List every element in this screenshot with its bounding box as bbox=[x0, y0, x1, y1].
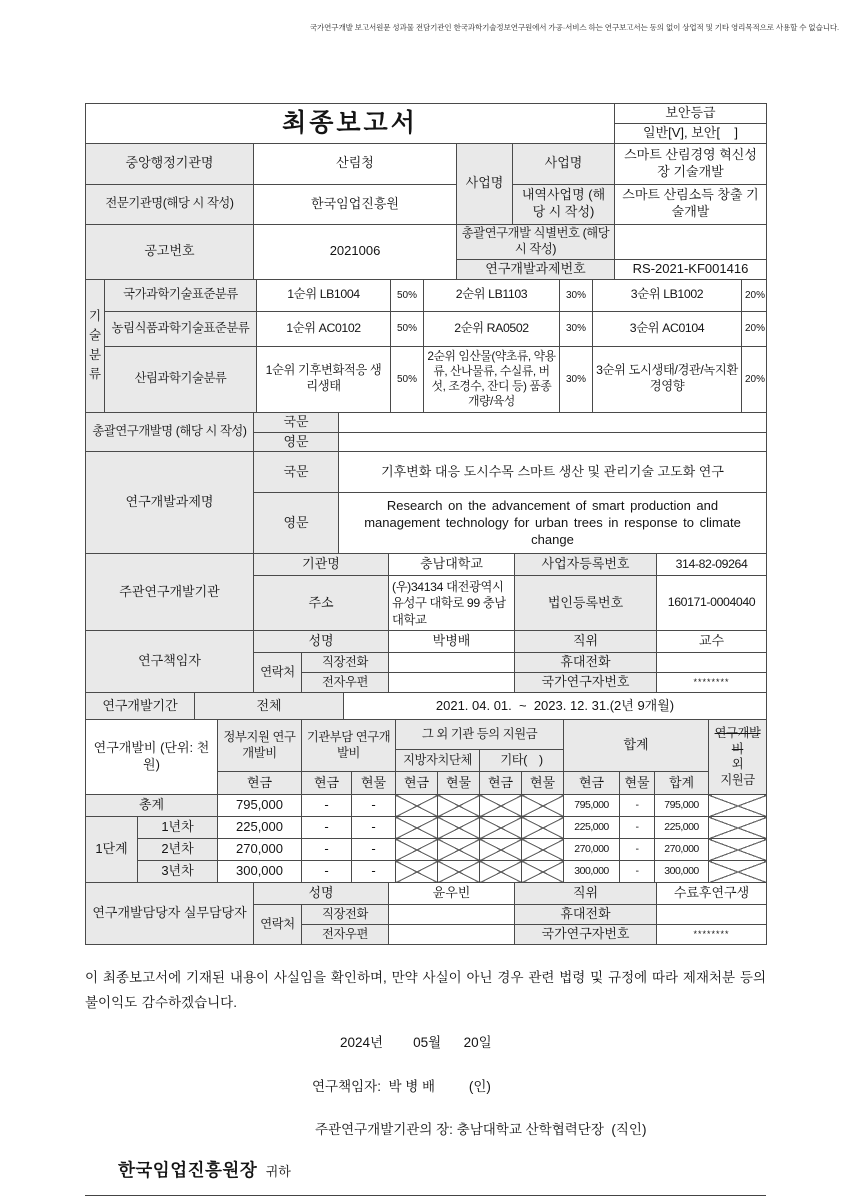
total-sum-inkind: - bbox=[620, 795, 655, 817]
budget-outside-line1: 연구개발비 bbox=[714, 726, 761, 756]
agrifood-rank2: 2순위 RA0502 bbox=[424, 311, 560, 346]
crossed-cell bbox=[480, 795, 522, 817]
task-number-label: 연구개발과제번호 bbox=[457, 259, 615, 279]
pi-signature-line: 연구책임자: 박 병 배 (인) bbox=[312, 1078, 491, 1094]
forest-science-label: 산림과학기술분류 bbox=[105, 346, 257, 412]
year2-org-cash: - bbox=[302, 839, 352, 861]
year2-sum-cash: 270,000 bbox=[564, 839, 620, 861]
year3-sum-inkind: - bbox=[620, 861, 655, 883]
recipient-honorific: 귀하 bbox=[265, 1163, 291, 1179]
crossed-cell bbox=[522, 861, 564, 883]
agrifood-rank2-pct: 30% bbox=[560, 311, 593, 346]
pi-mobile-value bbox=[657, 653, 767, 673]
task-title-label: 연구개발과제명 bbox=[86, 452, 254, 554]
crossed-cell bbox=[396, 817, 438, 839]
year2-gov-cash: 270,000 bbox=[218, 839, 302, 861]
local-cash-header: 현금 bbox=[396, 772, 438, 795]
recipient-line bbox=[118, 1157, 766, 1182]
crossed-cell bbox=[438, 839, 480, 861]
security-level-value: 일반[V], 보안[ ] bbox=[615, 123, 767, 143]
pi-office-label: 직장전화 bbox=[302, 653, 389, 673]
pi-researcher-no-label: 국가연구자번호 bbox=[515, 673, 657, 693]
total-gov-cash: 795,000 bbox=[218, 795, 302, 817]
year1-sum-cash: 225,000 bbox=[564, 817, 620, 839]
agency-table bbox=[85, 143, 767, 280]
lead-org-table bbox=[85, 553, 767, 693]
central-agency-label: 중앙행정기관명 bbox=[86, 143, 254, 184]
org-inkind-header: 현물 bbox=[352, 772, 396, 795]
staff-label: 연구개발담당자 실무담당자 bbox=[86, 883, 254, 945]
crossed-cell bbox=[480, 817, 522, 839]
staff-office-value bbox=[389, 905, 515, 925]
national-rank2-pct: 30% bbox=[560, 279, 593, 311]
pi-label: 연구책임자 bbox=[86, 631, 254, 693]
budget-outside-line2: 외 bbox=[731, 757, 744, 772]
forest-rank1-pct: 50% bbox=[391, 346, 424, 412]
overall-kor-label: 국문 bbox=[254, 412, 339, 432]
copyright-disclaimer: 국가연구개발 보고서원문 성과물 전담기관인 한국과학기술정보연구원에서 가공·서비스 하는 연구보고서는 동의 없이 상업적 및 기타 영리목적으로 사용할 수 없습니다. bbox=[309, 23, 839, 32]
notice-number-label: 공고번호 bbox=[86, 224, 254, 279]
staff-table bbox=[85, 882, 767, 945]
total-org-cash: - bbox=[302, 795, 352, 817]
overall-id-value bbox=[615, 224, 767, 259]
expert-agency-label: 전문기관명(해당 시 작성) bbox=[86, 184, 254, 224]
notice-number-value: 2021006 bbox=[254, 224, 457, 279]
classification-group-label bbox=[86, 279, 105, 412]
national-rank2: 2순위 LB1103 bbox=[424, 279, 560, 311]
gov-cash-header: 현금 bbox=[218, 772, 302, 795]
forest-rank3: 3순위 도시생태/경관/녹지환경영향 bbox=[593, 346, 742, 412]
budget-row-year2 bbox=[86, 839, 767, 861]
agrifood-standard-label: 농림식품과학기술표준분류 bbox=[105, 311, 257, 346]
sum-total-header: 합계 bbox=[655, 772, 709, 795]
year3-gov-cash: 300,000 bbox=[218, 861, 302, 883]
pi-email-value bbox=[389, 673, 515, 693]
crossed-cell bbox=[438, 795, 480, 817]
report-title: 최종보고서 bbox=[86, 104, 615, 144]
security-level-label: 보안등급 bbox=[615, 104, 767, 124]
sum-cash-header: 현금 bbox=[564, 772, 620, 795]
report-date: 2024년 05월 20일 bbox=[340, 1034, 492, 1050]
org-cash-header: 현금 bbox=[302, 772, 352, 795]
biz-reg-label: 사업자등록번호 bbox=[515, 554, 657, 576]
stage-label: 1단계 bbox=[86, 817, 138, 883]
forest-rank1: 1순위 기후변화적응 생리생태 bbox=[257, 346, 391, 412]
business-name-label: 사업명 bbox=[513, 143, 615, 184]
budget-table bbox=[85, 719, 767, 883]
sub-business-label: 내역사업명 (해당 시 작성) bbox=[513, 184, 615, 224]
biz-reg-value: 314-82-09264 bbox=[657, 554, 767, 576]
task-eng-value: Research on the advancement of smart production and management technology for urban trees in response to climate change bbox=[339, 493, 767, 554]
total-sum-total: 795,000 bbox=[655, 795, 709, 817]
national-rank1-pct: 50% bbox=[391, 279, 424, 311]
staff-name-label: 성명 bbox=[254, 883, 389, 905]
org-signature-line: 주관연구개발기관의 장: 충남대학교 산학협력단장 (직인) bbox=[315, 1121, 647, 1137]
crossed-cell bbox=[709, 817, 767, 839]
crossed-cell bbox=[522, 817, 564, 839]
year3-label: 3년차 bbox=[138, 861, 218, 883]
staff-mobile-value bbox=[657, 905, 767, 925]
classification-table bbox=[85, 279, 767, 413]
year1-sum-total: 225,000 bbox=[655, 817, 709, 839]
staff-email-label: 전자우편 bbox=[302, 925, 389, 945]
pi-email-label: 전자우편 bbox=[302, 673, 389, 693]
agrifood-rank3: 3순위 AC0104 bbox=[593, 311, 742, 346]
budget-label: 연구개발비 (단위: 천원) bbox=[86, 720, 218, 795]
total-org-inkind: - bbox=[352, 795, 396, 817]
lead-org-label: 주관연구개발기관 bbox=[86, 554, 254, 631]
forest-rank2-pct: 30% bbox=[560, 346, 593, 412]
year2-sum-inkind: - bbox=[620, 839, 655, 861]
local-inkind-header: 현물 bbox=[438, 772, 480, 795]
budget-sum-header: 합계 bbox=[564, 720, 709, 772]
national-standard-label: 국가과학기술표준분류 bbox=[105, 279, 257, 311]
pi-position-value: 교수 bbox=[657, 631, 767, 653]
budget-gov-header: 정부지원 연구개발비 bbox=[218, 720, 302, 772]
business-group-label: 사업명 bbox=[457, 143, 513, 224]
staff-researcher-no-label: 국가연구자번호 bbox=[515, 925, 657, 945]
staff-office-label: 직장전화 bbox=[302, 905, 389, 925]
overall-eng-label: 영문 bbox=[254, 432, 339, 452]
year2-org-inkind: - bbox=[352, 839, 396, 861]
business-name-value: 스마트 산림경영 혁신성장 기술개발 bbox=[615, 143, 767, 184]
period-scope-label: 전체 bbox=[195, 693, 344, 720]
pi-contact-label: 연락처 bbox=[254, 653, 302, 693]
project-title-table bbox=[85, 412, 767, 555]
total-sum-cash: 795,000 bbox=[564, 795, 620, 817]
sum-inkind-header: 현물 bbox=[620, 772, 655, 795]
crossed-cell bbox=[480, 839, 522, 861]
crossed-cell bbox=[438, 861, 480, 883]
crossed-cell bbox=[709, 861, 767, 883]
crossed-cell bbox=[709, 839, 767, 861]
national-rank3: 3순위 LB1002 bbox=[593, 279, 742, 311]
pi-office-value bbox=[389, 653, 515, 673]
crossed-cell bbox=[709, 795, 767, 817]
task-number-value: RS-2021-KF001416 bbox=[615, 259, 767, 279]
overall-kor-value bbox=[339, 412, 767, 432]
budget-outside-header bbox=[709, 720, 767, 795]
year1-label: 1년차 bbox=[138, 817, 218, 839]
year2-sum-total: 270,000 bbox=[655, 839, 709, 861]
expert-agency-value: 한국임업진흥원 bbox=[254, 184, 457, 224]
crossed-cell bbox=[480, 861, 522, 883]
sub-business-value: 스마트 산림소득 창출 기술개발 bbox=[615, 184, 767, 224]
agrifood-rank1-pct: 50% bbox=[391, 311, 424, 346]
overall-title-label: 총괄연구개발명 (해당 시 작성) bbox=[86, 412, 254, 452]
pi-name-value: 박병배 bbox=[389, 631, 515, 653]
year3-sum-total: 300,000 bbox=[655, 861, 709, 883]
central-agency-value: 산림청 bbox=[254, 143, 457, 184]
org-name-value: 충남대학교 bbox=[389, 554, 515, 576]
national-rank1: 1순위 LB1004 bbox=[257, 279, 391, 311]
crossed-cell bbox=[522, 839, 564, 861]
overall-eng-value bbox=[339, 432, 767, 452]
corp-reg-label: 법인등록번호 bbox=[515, 576, 657, 631]
year1-org-inkind: - bbox=[352, 817, 396, 839]
year1-org-cash: - bbox=[302, 817, 352, 839]
title-table bbox=[85, 103, 767, 144]
year3-org-inkind: - bbox=[352, 861, 396, 883]
budget-row-year3 bbox=[86, 861, 767, 883]
staff-position-value: 수료후연구생 bbox=[657, 883, 767, 905]
agrifood-rank1: 1순위 AC0102 bbox=[257, 311, 391, 346]
recipient-name: 한국임업진흥원장 bbox=[118, 1159, 258, 1180]
staff-name-value: 윤우빈 bbox=[389, 883, 515, 905]
task-kor-value: 기후변화 대응 도시수목 스마트 생산 및 관리기술 고도화 연구 bbox=[339, 452, 767, 493]
task-eng-label: 영문 bbox=[254, 493, 339, 554]
confirmation-statement: 이 최종보고서에 기재된 내용이 사실임을 확인하며, 만약 사실이 아닌 경우 관련 법령 및 규정에 따라 제재처분 등의 불이익도 감수하겠습니다. bbox=[85, 969, 766, 1010]
task-kor-label: 국문 bbox=[254, 452, 339, 493]
staff-email-value bbox=[389, 925, 515, 945]
year2-label: 2년차 bbox=[138, 839, 218, 861]
etc-cash-header: 현금 bbox=[480, 772, 522, 795]
corp-reg-value: 160171-0004040 bbox=[657, 576, 767, 631]
forest-rank3-pct: 20% bbox=[742, 346, 767, 412]
period-label: 연구개발기간 bbox=[86, 693, 195, 720]
national-rank3-pct: 20% bbox=[742, 279, 767, 311]
year1-gov-cash: 225,000 bbox=[218, 817, 302, 839]
budget-row-year1 bbox=[86, 817, 767, 839]
budget-org-header: 기관부담 연구개발비 bbox=[302, 720, 396, 772]
budget-row-total bbox=[86, 795, 767, 817]
pi-mobile-label: 휴대전화 bbox=[515, 653, 657, 673]
year3-org-cash: - bbox=[302, 861, 352, 883]
forest-rank2: 2순위 임산물(약초류, 약용류, 산나물류, 수실류, 버섯, 조경수, 잔디 등) 품종개량/육성 bbox=[424, 346, 560, 412]
final-report-form bbox=[85, 103, 766, 1196]
crossed-cell bbox=[396, 861, 438, 883]
address-label: 주소 bbox=[254, 576, 389, 631]
pi-researcher-no-value: ******** bbox=[657, 673, 767, 693]
budget-total-label: 총계 bbox=[86, 795, 218, 817]
crossed-cell bbox=[522, 795, 564, 817]
classification-group-text: 기술분류 bbox=[88, 308, 102, 382]
staff-contact-label: 연락처 bbox=[254, 905, 302, 945]
staff-position-label: 직위 bbox=[515, 883, 657, 905]
budget-other-header: 그 외 기관 등의 지원금 bbox=[396, 720, 564, 750]
pi-position-label: 직위 bbox=[515, 631, 657, 653]
agrifood-rank3-pct: 20% bbox=[742, 311, 767, 346]
crossed-cell bbox=[396, 839, 438, 861]
bottom-rule bbox=[85, 1195, 766, 1196]
budget-outside-line3: 지원금 bbox=[720, 772, 755, 787]
staff-researcher-no-value: ******** bbox=[657, 925, 767, 945]
year1-sum-inkind: - bbox=[620, 817, 655, 839]
address-value: (우)34134 대전광역시 유성구 대학로 99 충남대학교 bbox=[389, 576, 515, 631]
overall-id-label: 총괄연구개발 식별번호 (해당 시 작성) bbox=[457, 224, 615, 259]
crossed-cell bbox=[396, 795, 438, 817]
etc-inkind-header: 현물 bbox=[522, 772, 564, 795]
budget-etc-header: 기타( ) bbox=[480, 750, 564, 772]
org-name-label: 기관명 bbox=[254, 554, 389, 576]
period-table bbox=[85, 692, 767, 720]
budget-local-header: 지방자치단체 bbox=[396, 750, 480, 772]
crossed-cell bbox=[438, 817, 480, 839]
year3-sum-cash: 300,000 bbox=[564, 861, 620, 883]
period-value: 2021. 04. 01. ~ 2023. 12. 31.(2년 9개월) bbox=[344, 693, 767, 720]
staff-mobile-label: 휴대전화 bbox=[515, 905, 657, 925]
pi-name-label: 성명 bbox=[254, 631, 389, 653]
